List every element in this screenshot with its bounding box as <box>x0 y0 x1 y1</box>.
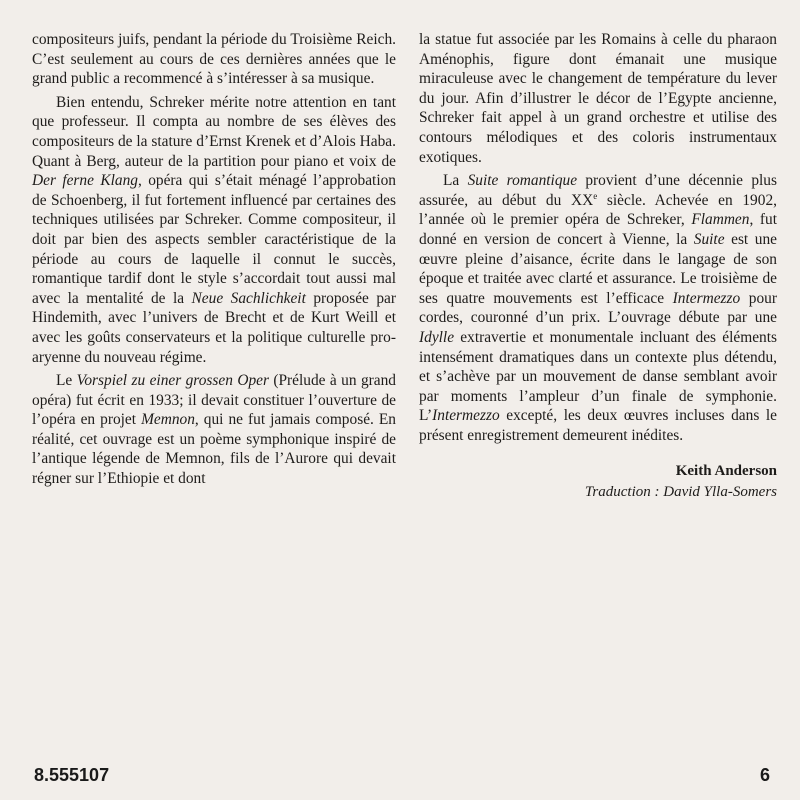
paragraph: compositeurs juifs, pendant la période du Troisième Reich. C’est seulement au cours de ces dernières années que le grand public a recommencé à s’intéresser à sa musique. <box>32 31 396 88</box>
work-title: Suite romantique <box>467 172 578 190</box>
movement-title: Intermezzo <box>432 407 500 425</box>
paragraph: Le Vorspiel zu einer grossen Oper (Prélude à un grand opéra) fut écrit en 1933; il devait constituer l’ouverture de l’opéra en projet Memnon, qui ne fut jamais composé. En réalité, cet ouvrage est un poème symphonique inspiré de l’antique légende de Memnon, fils de l’Aurore qui devait régner sur l’Ethiopie et dont <box>32 372 396 488</box>
paragraph: la statue fut associée par les Romains à celle du pharaon Aménophis, figure dont émanait une musique miraculeuse avec le changement de température du lever du jour. Afin d’illustrer le décor de l’Egypte ancienne, Schreker fait appel à un grand orchestre et utilise des contours mélodiques et des coloris instrumentaux exotiques. <box>419 31 777 166</box>
paragraph: Bien entendu, Schreker mérite notre attention en tant que professeur. Il compta au nombre de ses élèves des compositeurs de la stature d’Ernst Krenek et d’Alois Haba. Quant à Berg, auteur de la partition pour piano et voix de Der ferne Klang, opéra qui s’était ménagé l’approbation de Schoenberg, il fut fortement influencé par certaines des techniques utilisées par Schreker. Comme compositeur, il doit par bien des aspects sembler caractéristique de la période au cours de laquelle il connut le succès, romantique tardif dont le style s’accordait tout aussi mal avec la mentalité de la Neue Sachlichkeit proposée par Hindemith, avec l’univers de Brecht et de Kurt Weill et avec les goûts conservateurs et la politique culturelle pro-aryenne du nouveau régime. <box>32 93 397 366</box>
left-column <box>32 30 396 489</box>
translator-credit: Traduction : David Ylla-Somers <box>584 484 777 501</box>
work-title: Vorspiel zu einer grossen Oper <box>76 372 269 390</box>
author-name: Keith Anderson <box>675 463 777 480</box>
movement-title: Intermezzo <box>672 289 741 307</box>
movement-title: Idylle <box>419 328 455 346</box>
opera-title: Memnon <box>141 411 195 429</box>
catalog-number: 8.555107 <box>34 765 110 785</box>
page-number: 6 <box>759 765 770 785</box>
signature-block <box>419 461 777 503</box>
movement-name: Neue Sachlichkeit <box>191 289 306 307</box>
opera-title: Flammen <box>691 211 750 229</box>
work-title: Suite <box>693 230 725 248</box>
opera-title: Der ferne Klang <box>32 172 138 190</box>
paragraph: La Suite romantique provient d’une décennie plus assurée, au début du XXe siècle. Achevée en 1902, l’année où le premier opéra de Schreker, Flammen, fut donné en version de concert à Vienne, la Suite est une œuvre pleine d’aisance, écrite dans le langage de son époque et traitée avec clarté et assurance. Le troisième de ses quatre mouvements est l’efficace Intermezzo pour cordes, couronné d’un prix. L’ouvrage débute par une Idylle extravertie et monumentale incluant des éléments intensément dramatiques dans un contexte plus détendu, et s’achève par un mouvement de danse semblant avoir par moments l’ampleur d’un finale de symphonie. L’Intermezzo excepté, les deux œuvres incluses dans le présent enregistrement demeurent inédites. <box>419 172 777 444</box>
right-column <box>419 30 777 503</box>
